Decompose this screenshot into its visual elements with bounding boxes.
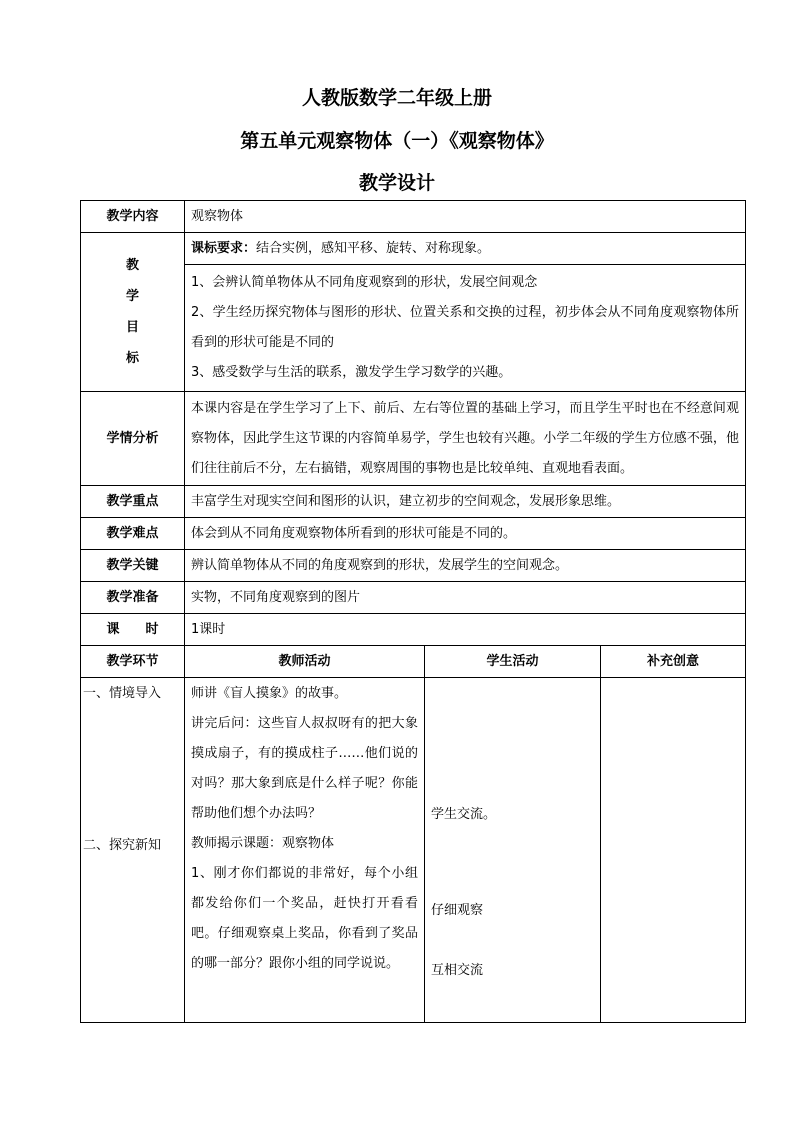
- value-key: 辨认简单物体从不同的角度观察到的形状，发展学生的空间观念。: [185, 550, 746, 582]
- value-key-point: 丰富学生对现实空间和图形的认识，建立初步的空间观念，发展形象思维。: [185, 486, 746, 518]
- value-prep: 实物，不同角度观察到的图片: [185, 582, 746, 614]
- label-prep: 教学准备: [81, 582, 185, 614]
- label-analysis: 学情分析: [81, 392, 185, 486]
- label-hours: 课 时: [81, 614, 185, 646]
- stage-item: 二、探究新知: [83, 838, 162, 853]
- goal-item: 3、感受数学与生活的联系，激发学生学习数学的兴趣。: [191, 365, 512, 380]
- row-hours: [81, 614, 746, 646]
- process-header-row: [81, 646, 746, 678]
- value-difficulty: 体会到从不同角度观察物体所看到的形状可能是不同的。: [185, 518, 746, 550]
- student-line: 学生交流。: [431, 807, 497, 822]
- row-difficulty: [81, 518, 746, 550]
- row-analysis: [81, 392, 746, 486]
- student-line: 互相交流: [431, 963, 484, 978]
- row-key: [81, 550, 746, 582]
- row-key-point: [81, 486, 746, 518]
- standard-text: 结合实例，感知平移、旋转、对称现象。: [256, 241, 491, 256]
- header-teacher: 教师活动: [185, 646, 425, 678]
- teacher-activity-cell: [185, 678, 425, 1023]
- process-body-row: [81, 678, 746, 1023]
- label-goals: [81, 233, 185, 392]
- value-standard: [185, 233, 746, 265]
- goal-label-char: 目: [125, 320, 139, 335]
- standard-label: 课标要求：: [191, 241, 257, 256]
- header-extra: 补充创意: [601, 646, 746, 678]
- row-goals-standard: [81, 233, 746, 265]
- teacher-line: 师讲《盲人摸象》的故事。: [191, 686, 348, 701]
- label-content: 教学内容: [81, 201, 185, 233]
- value-hours: 1课时: [185, 614, 746, 646]
- teacher-line: 教师揭示课题：观察物体: [191, 836, 335, 851]
- document-title-line2: 第五单元观察物体（一）《观察物体》: [240, 130, 554, 152]
- header-stage: 教学环节: [81, 646, 185, 678]
- stage-item: 一、情境导入: [83, 686, 162, 701]
- goal-label-char: 教: [125, 258, 139, 273]
- teacher-line: 1、刚才你们都说的非常好，每个小组都发给你们一个奖品，赶快打开看看吧。仔细观察桌上奖品，你看到了奖品的哪一部分？跟你小组的同学说说。: [191, 866, 418, 971]
- row-prep: [81, 582, 746, 614]
- goal-item: 2、学生经历探究物体与图形的形状、位置关系和交换的过程，初步体会从不同角度观察物体所看到的形状可能是不同的: [191, 305, 739, 350]
- value-content: 观察物体: [185, 201, 746, 233]
- extra-cell: [601, 678, 746, 1023]
- teacher-line: 讲完后问：这些盲人叔叔呀有的把大象摸成扇子，有的摸成柱子……他们说的对吗？那大象到底是什么样子呢？你能帮助他们想个办法吗？: [191, 716, 418, 821]
- document-title-line1: 人教版数学二年级上册: [301, 87, 492, 109]
- student-line: 仔细观察: [431, 903, 484, 918]
- goal-label-char: 学: [125, 289, 139, 304]
- row-content: [81, 201, 746, 233]
- label-difficulty: 教学难点: [81, 518, 185, 550]
- analysis-text: 本课内容是在学生学习了上下、前后、左右等位置的基础上学习，而且学生平时也在不经意间观察物体，因此学生这节课的内容简单易学，学生也较有兴趣。小学二年级的学生方位感不强，他们往往前后不分，左右搞错，观察周围的事物也是比较单纯、直观地看表面。: [191, 400, 739, 476]
- value-goals: [185, 265, 746, 392]
- student-activity-cell: [425, 678, 601, 1023]
- stage-cell: [81, 678, 185, 1023]
- header-student: 学生活动: [425, 646, 601, 678]
- goal-label-char: 标: [125, 351, 139, 366]
- label-key: 教学关键: [81, 550, 185, 582]
- document-title-line3: 教学设计: [358, 172, 435, 194]
- label-key-point: 教学重点: [81, 486, 185, 518]
- value-analysis: [185, 392, 746, 486]
- goal-item: 1、会辨认简单物体从不同角度观察到的形状，发展空间观念: [191, 275, 538, 290]
- lesson-plan-table: [80, 200, 746, 1023]
